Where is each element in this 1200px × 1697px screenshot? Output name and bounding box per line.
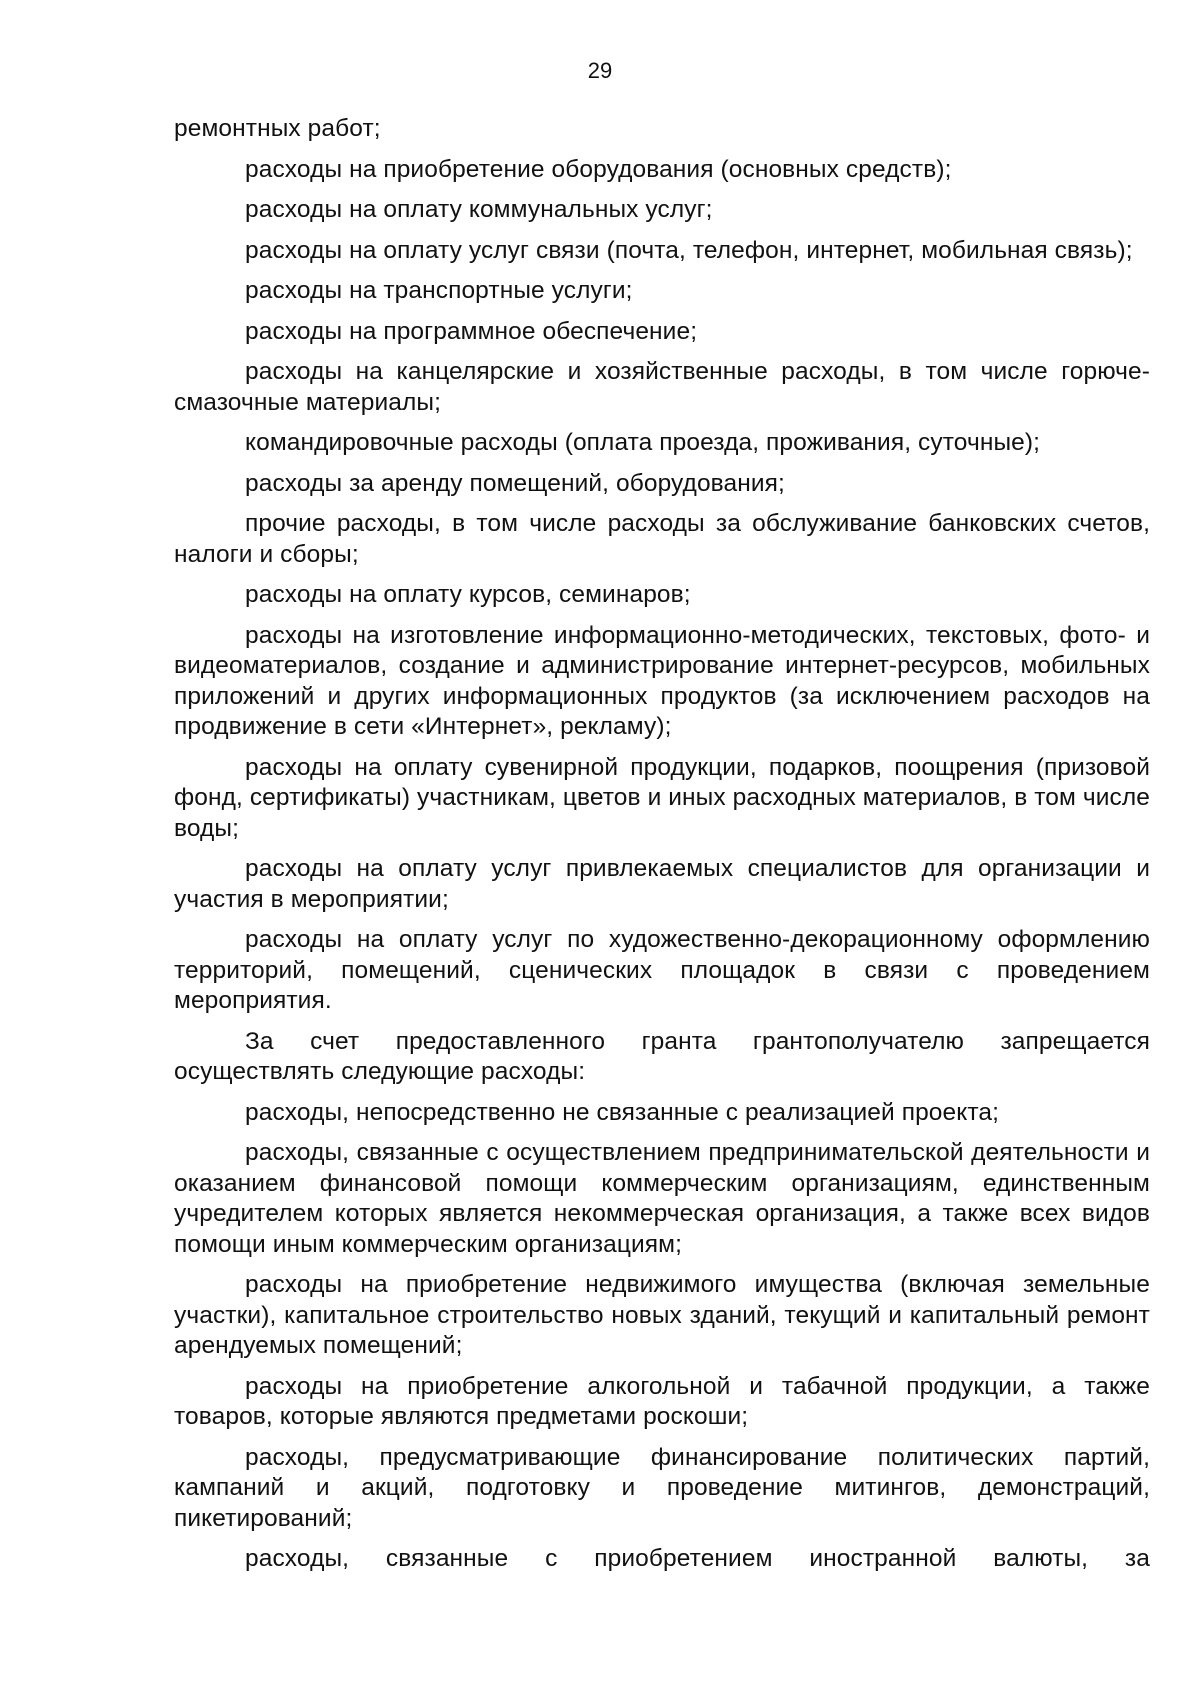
document-body bbox=[174, 114, 1150, 1585]
paragraph: расходы на транспортные услуги; bbox=[245, 277, 633, 304]
page-number: 29 bbox=[587, 58, 613, 83]
paragraph: расходы на оплату коммунальных услуг; bbox=[245, 196, 713, 223]
paragraph: ремонтных работ; bbox=[174, 115, 381, 142]
paragraph: расходы на приобретение недвижимого имущества (включая земельные участки), капитальное строительство новых зданий, текущий и капитальный ремонт арендуемых помещений; bbox=[174, 1271, 1150, 1359]
paragraph: командировочные расходы (оплата проезда, проживания, суточные); bbox=[245, 429, 1041, 456]
paragraph: расходы, непосредственно не связанные с реализацией проекта; bbox=[245, 1098, 1000, 1126]
paragraph: расходы, связанные с приобретением иностранной валюты, за bbox=[245, 1545, 1150, 1572]
paragraph: прочие расходы, в том числе расходы за обслуживание банковских счетов, налоги и сборы; bbox=[174, 510, 1150, 568]
paragraph: расходы на изготовление информационно-методических, текстовых, фото- и видеоматериалов, создание и администрирование интернет-ресурсов, мобильных приложений и других информационных продуктов (за исключением расходов на продвижение в сети «Интернет», рекламу); bbox=[174, 621, 1150, 740]
paragraph: расходы на приобретение оборудования (основных средств); bbox=[245, 155, 952, 183]
paragraph: расходы на оплату услуг связи (почта, телефон, интернет, мобильная связь); bbox=[245, 236, 1133, 264]
paragraph: расходы за аренду помещений, оборудования; bbox=[245, 469, 785, 497]
paragraph: За счет предоставленного гранта грантополучателю запрещается осуществлять следующие расходы: bbox=[174, 1027, 1150, 1085]
paragraph: расходы на оплату сувенирной продукции, подарков, поощрения (призовой фонд, сертификаты) участникам, цветов и иных расходных материалов, в том числе воды; bbox=[174, 753, 1150, 842]
paragraph: расходы на приобретение алкогольной и табачной продукции, а также товаров, которые являются предметами роскоши; bbox=[174, 1372, 1150, 1430]
paragraph: расходы на канцелярские и хозяйственные расходы, в том числе горюче-смазочные материалы; bbox=[174, 358, 1150, 416]
paragraph: расходы на программное обеспечение; bbox=[245, 317, 698, 345]
paragraph: расходы на оплату курсов, семинаров; bbox=[245, 581, 691, 608]
paragraph: расходы на оплату услуг по художественно-декорационному оформлению территорий, помещений, сценических площадок в связи с проведением мероприятия. bbox=[174, 926, 1150, 1014]
paragraph: расходы, связанные с осуществлением предпринимательской деятельности и оказанием финансовой помощи коммерческим организациям, единственным учредителем которых является некоммерческая организация, а также всех видов помощи иным коммерческим организациям; bbox=[174, 1139, 1150, 1258]
paragraph: расходы, предусматривающие финансирование политических партий, кампаний и акций, подготовку и проведение митингов, демонстраций, пикетирований; bbox=[174, 1443, 1150, 1532]
paragraph: расходы на оплату услуг привлекаемых специалистов для организации и участия в мероприятии; bbox=[174, 855, 1150, 913]
